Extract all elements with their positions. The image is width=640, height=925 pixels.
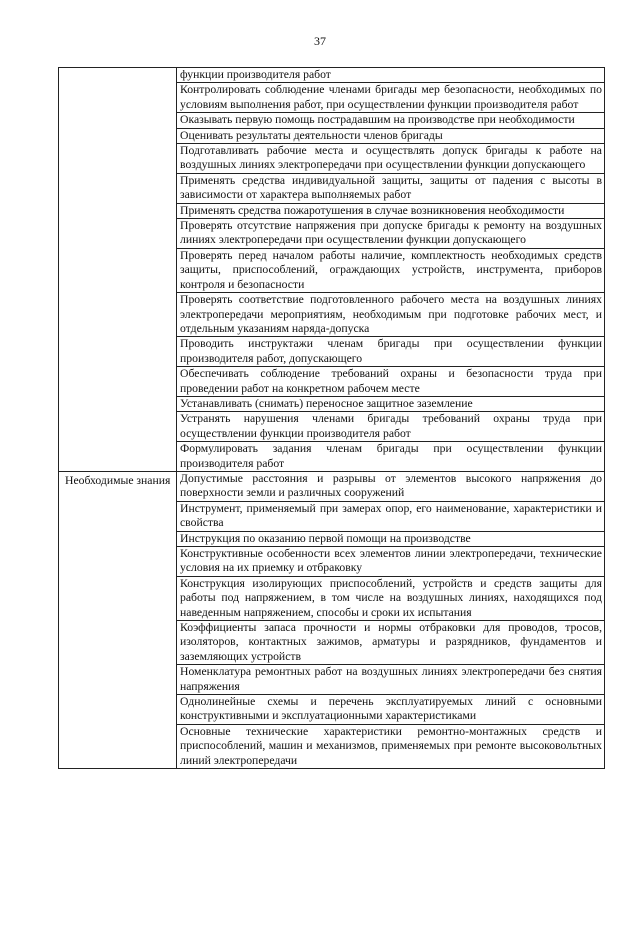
table-body <box>59 68 605 769</box>
requirement-item: Проводить инструктажи членам бригады при осуществлении функции производителя работ, допускающего <box>177 337 605 367</box>
requirement-item: Оказывать первую помощь пострадавшим на производстве при необходимости <box>177 113 605 128</box>
requirement-item: Проверять отсутствие напряжения при допуске бригады к ремонту на воздушных линиях электропередачи при осуществлении функции допускающего <box>177 219 605 249</box>
requirement-item: Конструкция изолирующих приспособлений, устройств и средств защиты для работы под напряжением, в том числе на воздушных линиях, находящихся под наведенным напряжением, способы и сроки их испытания <box>177 576 605 620</box>
page-number: 37 <box>314 34 326 48</box>
requirement-item: функции производителя работ <box>177 68 605 83</box>
requirement-item: Формулировать задания членам бригады при осуществлении функции производителя работ <box>177 442 605 472</box>
requirement-item: Подготавливать рабочие места и осуществлять допуск бригады к работе на воздушных линиях электропередачи при осуществлении функции допускающего <box>177 144 605 174</box>
requirement-item: Применять средства пожаротушения в случае возникновения необходимости <box>177 203 605 218</box>
requirement-item: Проверять перед началом работы наличие, комплектность необходимых средств защиты, приспособлений, ограждающих устройств, инструмента, приборов контроля и безопасности <box>177 248 605 292</box>
requirement-item: Инструмент, применяемый при замерах опор, его наименование, характеристики и свойства <box>177 501 605 531</box>
requirement-item: Допустимые расстояния и разрывы от элементов высокого напряжения до поверхности земли и различных сооружений <box>177 471 605 501</box>
requirement-item: Основные технические характеристики ремонтно-монтажных средств и приспособлений, машин и механизмов, применяемых при ремонте высоковольтных линий электропередачи <box>177 724 605 768</box>
requirement-item: Обеспечивать соблюдение требований охраны и безопасности труда при проведении работ на конкретном рабочем месте <box>177 367 605 397</box>
requirement-item: Конструктивные особенности всех элементов линии электропередачи, технические условия на их приемку и отбраковку <box>177 547 605 577</box>
requirements-table <box>58 67 605 769</box>
requirement-item: Однолинейные схемы и перечень эксплуатируемых линий с основными конструктивными и эксплуатационными характеристиками <box>177 695 605 725</box>
requirement-item: Номенклатура ремонтных работ на воздушных линиях электропередачи без снятия напряжения <box>177 665 605 695</box>
requirement-item: Инструкция по оказанию первой помощи на производстве <box>177 531 605 546</box>
requirement-item: Контролировать соблюдение членами бригады мер безопасности, необходимых по условиям выполнения работ, при осуществлении функции производителя работ <box>177 83 605 113</box>
requirement-item: Применять средства индивидуальной защиты, защиты от падения с высоты в зависимости от характера выполняемых работ <box>177 173 605 203</box>
table-row <box>59 68 605 83</box>
section-label: Необходимые знания <box>59 471 177 768</box>
requirement-item: Проверять соответствие подготовленного рабочего места на воздушных линиях электропередачи мероприятиям, необходимым при подготовке рабочих мест, и отдельным указаниям наряда-допуска <box>177 293 605 337</box>
table-row <box>59 471 605 501</box>
requirement-item: Устранять нарушения членами бригады требований охраны труда при осуществлении функции производителя работ <box>177 412 605 442</box>
requirement-item: Устанавливать (снимать) переносное защитное заземление <box>177 396 605 411</box>
requirement-item: Оценивать результаты деятельности членов бригады <box>177 128 605 143</box>
section-label-empty <box>59 68 177 472</box>
requirement-item: Коэффициенты запаса прочности и нормы отбраковки для проводов, тросов, изоляторов, контактных зажимов, арматуры и разрядников, фундаментов и заземляющих устройств <box>177 621 605 665</box>
